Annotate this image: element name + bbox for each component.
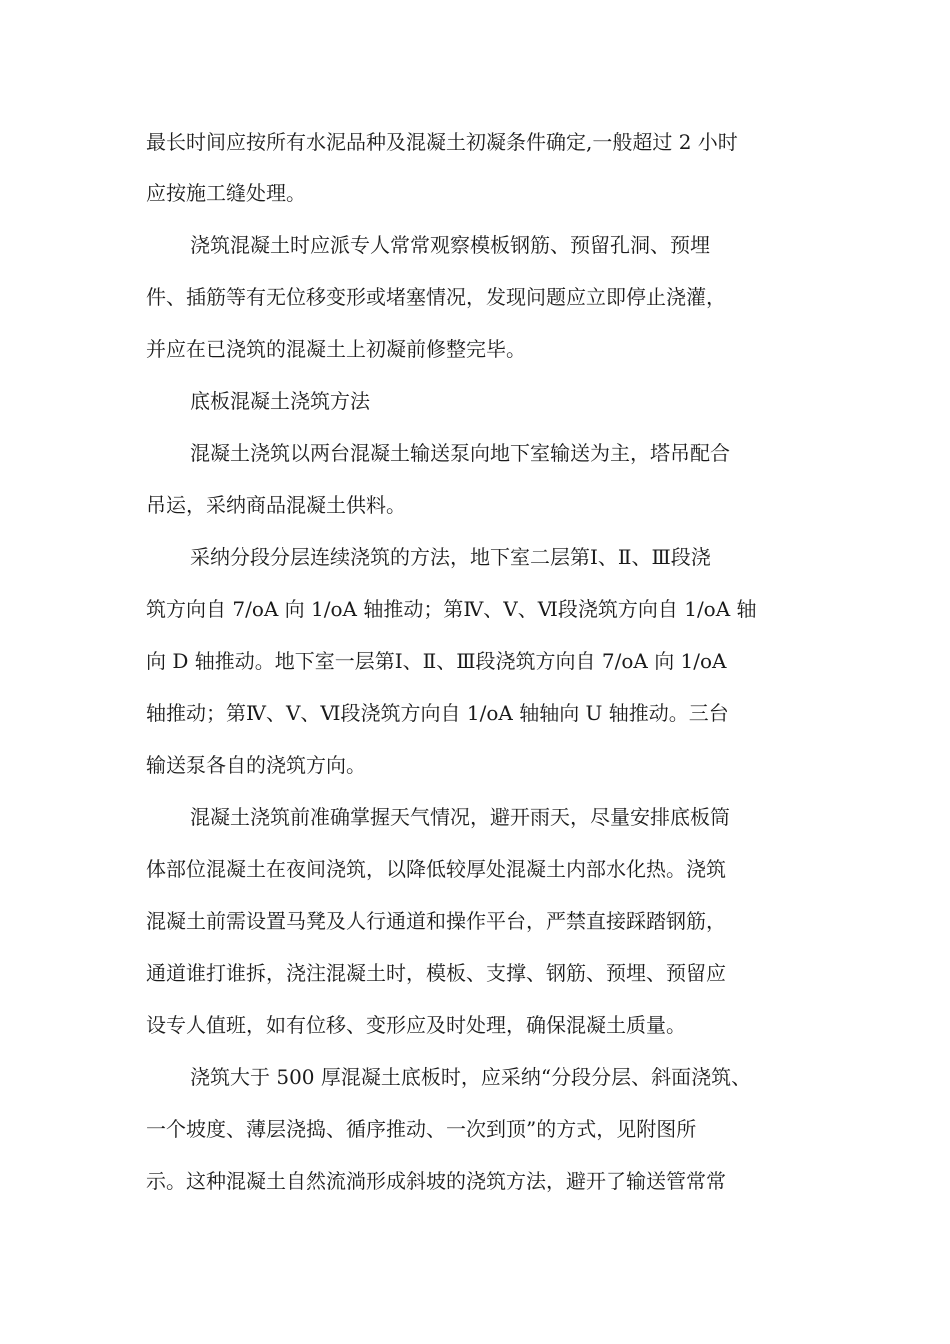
section-heading: 底板混凝土浇筑方法 <box>190 389 370 413</box>
text-line: 应按施工缝处理。 <box>146 181 306 205</box>
text-line: 吊运，采纳商品混凝土供料。 <box>146 493 406 517</box>
text-line: 向 D 轴推动。地下室一层第Ⅰ、Ⅱ、Ⅲ段浇筑方向自 7/oA 向 1/oA <box>146 649 727 673</box>
text-line: 采纳分段分层连续浇筑的方法，地下室二层第Ⅰ、Ⅱ、Ⅲ段浇 <box>190 545 711 569</box>
text-line: 筑方向自 7/oA 向 1/oA 轴推动；第Ⅳ、Ⅴ、Ⅵ段浇筑方向自 1/oA 轴 <box>146 597 757 621</box>
text-line: 混凝土浇筑以两台混凝土输送泵向地下室输送为主，塔吊配合 <box>190 441 730 465</box>
text-line: 体部位混凝土在夜间浇筑，以降低较厚处混凝土内部水化热。浇筑 <box>146 857 726 881</box>
text-line: 件、插筋等有无位移变形或堵塞情况，发现问题应立即停止浇灌， <box>146 285 726 309</box>
text-line: 浇筑混凝土时应派专人常常观察模板钢筋、预留孔洞、预埋 <box>190 233 710 257</box>
text-line: 最长时间应按所有水泥品种及混凝土初凝条件确定,一般超过 2 小时 <box>146 130 738 154</box>
text-line: 浇筑大于 500 厚混凝土底板时，应采纳“分段分层、斜面浇筑、 <box>190 1065 752 1089</box>
text-line: 混凝土浇筑前准确掌握天气情况，避开雨天，尽量安排底板筒 <box>190 805 730 829</box>
text-line: 一个坡度、薄层浇捣、循序推动、一次到顶”的方式，见附图所 <box>146 1117 697 1141</box>
text-line: 通道谁打谁拆，浇注混凝土时，模板、支撑、钢筋、预埋、预留应 <box>146 961 726 985</box>
text-line: 轴推动；第Ⅳ、Ⅴ、Ⅵ段浇筑方向自 1/oA 轴轴向 U 轴推动。三台 <box>146 701 729 725</box>
text-line: 示。这种混凝土自然流淌形成斜坡的浇筑方法，避开了输送管常常 <box>146 1169 726 1193</box>
text-line: 混凝土前需设置马凳及人行通道和操作平台，严禁直接踩踏钢筋， <box>146 909 726 933</box>
text-line: 输送泵各自的浇筑方向。 <box>146 753 366 777</box>
text-line: 设专人值班，如有位移、变形应及时处理，确保混凝土质量。 <box>146 1013 686 1037</box>
text-line: 并应在已浇筑的混凝土上初凝前修整完毕。 <box>146 337 526 361</box>
